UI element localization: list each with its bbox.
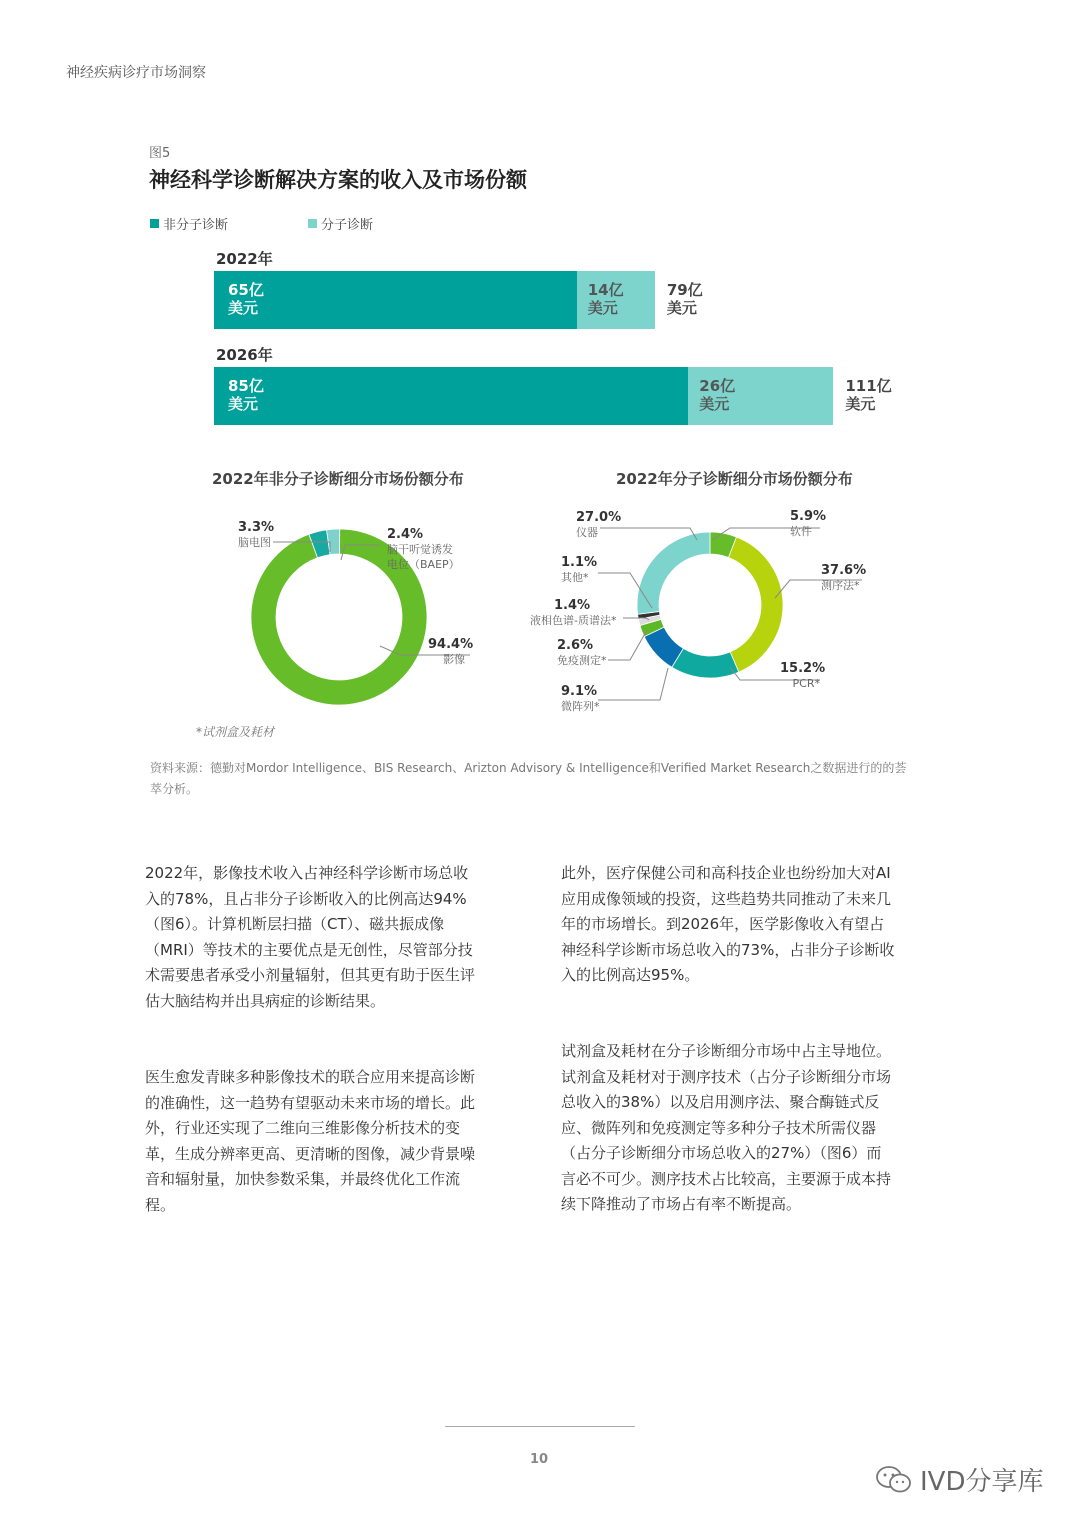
leader-line [608,630,647,660]
figure-source: 资料来源：德勤对Mordor Intelligence、BIS Research、Arizton Advisory & Intelligence和Verified Market Research之数据进行的的荟萃分析。 [150,761,907,796]
bar-total-label: 111亿 美元 [845,377,892,413]
label-name: PCR* [792,677,820,690]
donut1-label-eeg [238,520,274,550]
donut-slice [728,537,783,672]
label-percent: 15.2% [780,661,826,676]
label-name: 脑干听觉诱发 电位（BAEP） [387,543,460,571]
bar-segment-molecular: 14亿 美元 [577,271,655,329]
donut2-label-sequencing [821,563,866,593]
donut1-label-baep [387,527,460,572]
label-percent: 3.3% [238,520,275,535]
body-left-paragraph-2: 医生愈发青睐多种影像技术的联合应用来提高诊断的准确性，这一趋势有望驱动未来市场的增长。此外，行业还实现了二维向三维影像分析技术的变革，生成分辨率更高、更清晰的图像，减少背景噪音和辐射量，加快参数采集，并最终优化工作流程。 [145,1068,476,1214]
donut2 [637,532,783,678]
donut-slice [672,648,739,678]
bar-year-label: 2026年 [216,346,273,364]
donut2-label-microarray [561,684,600,714]
bar-total-label: 79亿 美元 [666,281,703,317]
label-name: 测序法* [821,579,860,592]
bar-year-label: 2022年 [216,250,273,268]
label-percent: 1.1% [561,555,598,570]
label-percent: 37.6% [821,563,867,578]
label-percent: 2.4% [387,527,424,542]
donut2-label-other [561,555,597,585]
label-percent: 5.9% [790,509,827,524]
label-name: 免疫测定* [557,654,607,667]
page-number: 10 [530,1452,549,1467]
label-name: 仪器 [576,526,598,539]
label-name: 影像 [443,653,466,666]
donut2-label-immunoassay [557,638,607,668]
running-header: 神经疾病诊疗市场洞察 [66,65,206,81]
label-name: 其他* [561,571,589,584]
label-percent: 2.6% [557,638,594,653]
bar-segment-non-molecular: 65亿 美元 [214,271,577,329]
donut-charts-svg [0,0,1080,760]
legend-label: 分子诊断 [321,218,374,233]
figure-number: 图5 [149,146,171,161]
donut1-title: 2022年非分子诊断细分市场份额分布 [212,470,464,488]
body-right-paragraph-1: 此外，医疗保健公司和高科技企业也纷纷加大对AI应用成像领域的投资，这些趋势共同推动了未来几年的市场增长。到2026年，医学影像收入有望占神经科学诊断市场总收入的73%，占非分子诊断收入的比例高达95%。 [561,864,895,984]
body-right-paragraph-2: 试剂盒及耗材在分子诊断细分市场中占主导地位。试剂盒及耗材对于测序技术（占分子诊断细分市场总收入的38%）以及启用测序法、聚合酶链式反应、微阵列和免疫测定等多种分子技术所需仪器（占分子诊断细分市场总收入的27%）（图6）而言必不可少。测序技术占比较高，主要源于成本持续下降推动了市场占有率不断提高。 [561,1042,892,1213]
wechat-icon [874,1464,914,1496]
label-name: 微阵列* [561,700,600,713]
donut2-label-pcr [780,661,825,691]
figure-note: *试剂盒及耗材 [196,725,275,739]
donut2-title: 2022年分子诊断细分市场份额分布 [616,470,853,488]
label-percent: 9.1% [561,684,598,699]
watermark-text: IVD分享库 [920,1467,1044,1497]
body-left-paragraph-1: 2022年，影像技术收入占神经科学诊断市场总收入的78%，且占非分子诊断收入的比例高达94%（图6）。计算机断层扫描（CT）、磁共振成像（MRI）等技术的主要优点是无创性，尽管部分技术需要患者承受小剂量辐射，但其更有助于医生评估大脑结构并出具病症的诊断结果。 [145,864,476,1010]
figure-title: 神经科学诊断解决方案的收入及市场份额 [149,168,527,192]
legend-label: 非分子诊断 [163,218,229,233]
label-name: 软件 [790,525,812,538]
bar-segment-molecular: 26亿 美元 [688,367,833,425]
label-percent: 1.4% [554,598,591,613]
label-percent: 94.4% [428,637,474,652]
label-percent: 27.0% [576,510,622,525]
label-name: 脑电图 [238,536,271,549]
donut1-label-imaging [428,637,473,667]
leader-line [598,668,668,700]
footer-divider [445,1426,635,1427]
donut2-label-instrument [576,510,621,540]
donut2-label-lcms [530,598,616,628]
watermark [874,1461,1043,1498]
donut2-label-software [790,509,826,539]
bar-segment-non-molecular: 85亿 美元 [214,367,688,425]
label-name: 液相色谱-质谱法* [530,614,617,627]
